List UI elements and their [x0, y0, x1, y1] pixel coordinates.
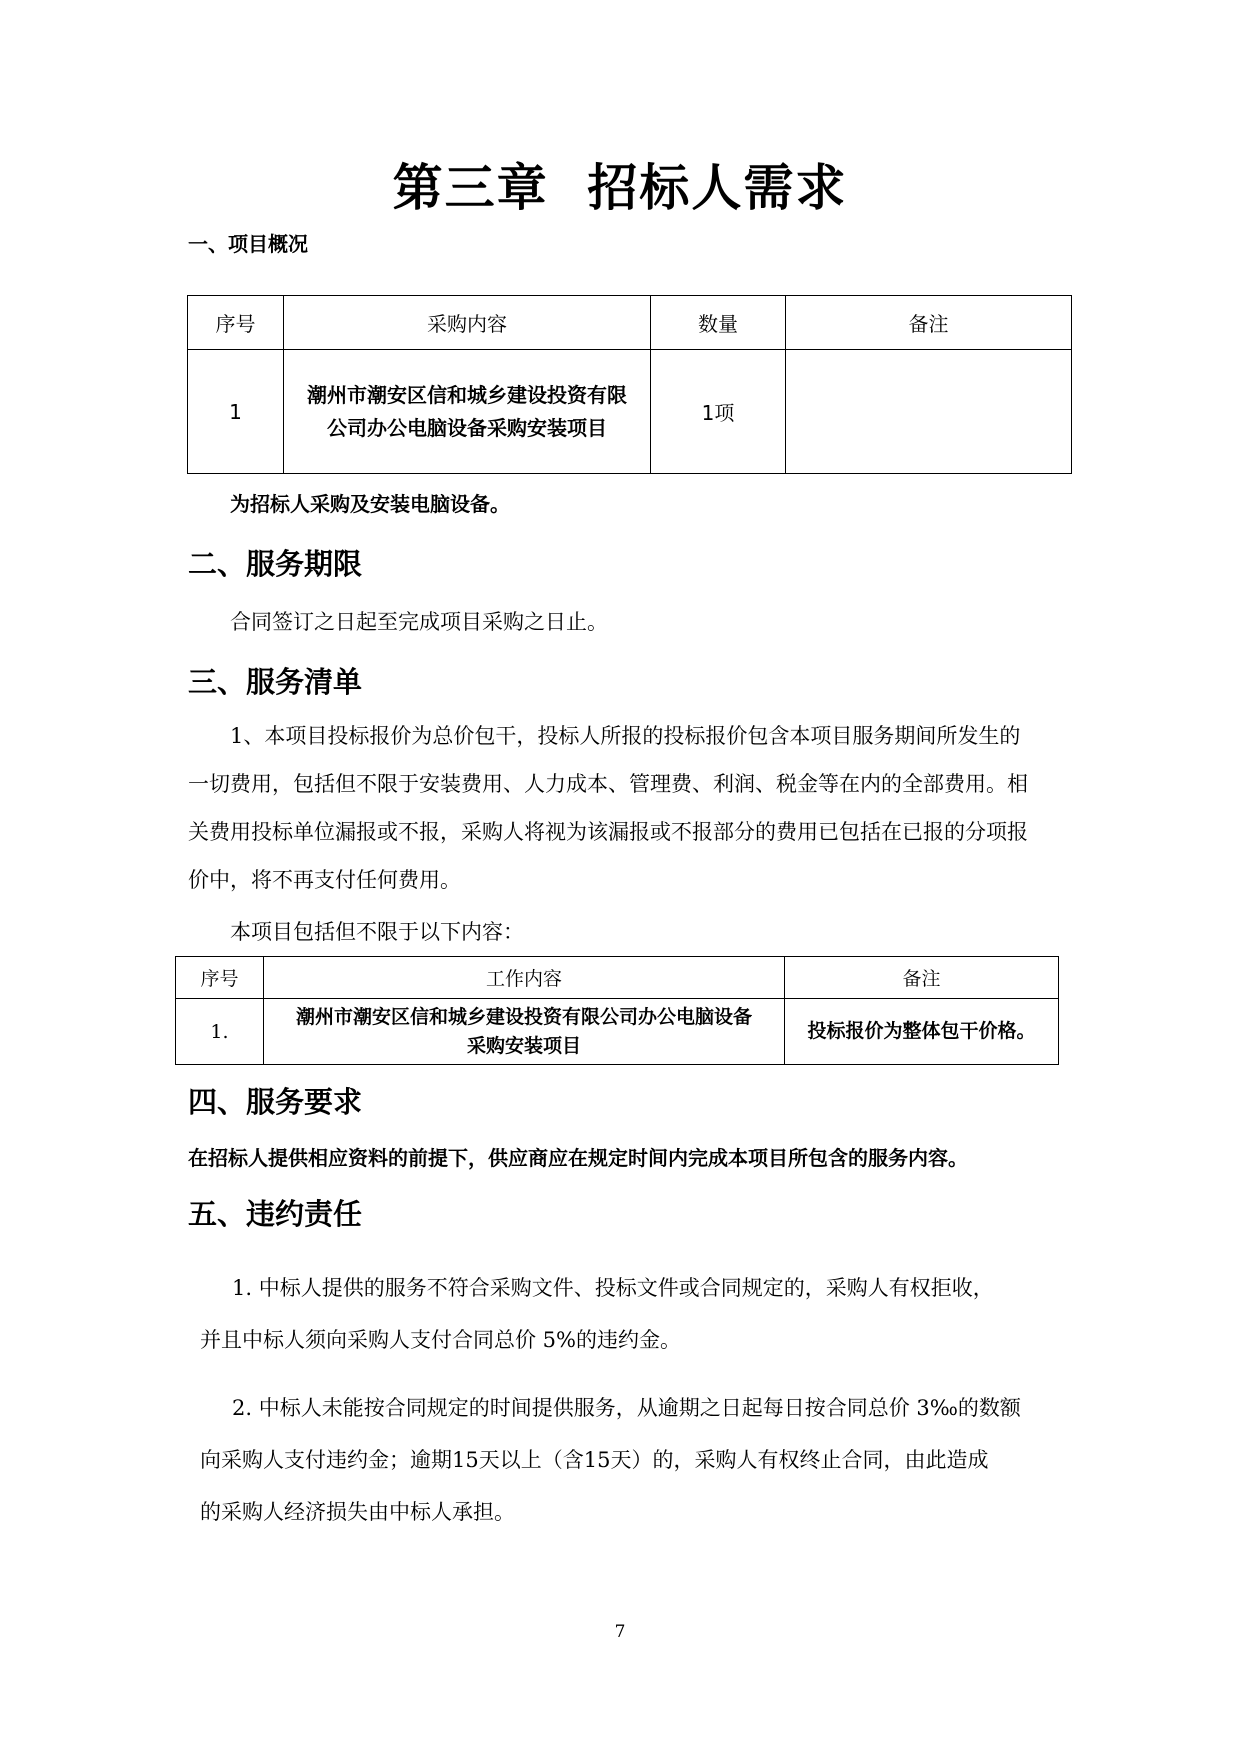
section1-note: 为招标人采购及安装电脑设备。 [230, 492, 510, 516]
cell-content-line1: 潮州市潮安区信和城乡建设投资有限 [307, 382, 627, 407]
cell-content [284, 350, 651, 474]
section1-heading: 一、项目概况 [188, 232, 308, 256]
header-cell-note: 备注 [785, 957, 1059, 999]
page-title: 第三章 招标人需求 [392, 159, 848, 217]
table-row [188, 350, 1072, 474]
table-row [176, 999, 1059, 1065]
item-line: 2. 中标人未能按合同规定的时间提供服务，从逾期之日起每日按合同总价 3‰的数额 [232, 1396, 1021, 1420]
para-line: 价中，将不再支付任何费用。 [188, 868, 461, 892]
para-line: 一切费用，包括但不限于安装费用、人力成本、管理费、利润、税金等在内的全部费用。相 [188, 772, 1028, 796]
table-header-row [176, 957, 1059, 999]
item-line: 并且中标人须向采购人支付合同总价 5%的违约金。 [200, 1328, 681, 1352]
section5-item2 [200, 1382, 1070, 1538]
para-line: 关费用投标单位漏报或不报，采购人将视为该漏报或不报部分的费用已包括在已报的分项报 [188, 820, 1028, 844]
header-cell-content: 采购内容 [284, 296, 651, 350]
item-line: 向采购人支付违约金；逾期15天以上（含15天）的，采购人有权终止合同，由此造成 [200, 1448, 989, 1472]
section2-text: 合同签订之日起至完成项目采购之日止。 [230, 610, 608, 634]
cell-no: 1. [176, 999, 264, 1065]
header-cell-note: 备注 [786, 296, 1072, 350]
work-content-table [175, 956, 1059, 1065]
cell-note [786, 350, 1072, 474]
cell-content-line2: 公司办公电脑设备采购安装项目 [327, 415, 607, 440]
header-cell-content: 工作内容 [264, 957, 785, 999]
header-cell-qty: 数量 [651, 296, 786, 350]
cell-note: 投标报价为整体包干价格。 [785, 999, 1059, 1065]
project-overview-table [187, 295, 1072, 474]
cell-content-line2: 采购安装项目 [466, 1034, 581, 1057]
cell-qty: 1项 [651, 350, 786, 474]
item-line: 1. 中标人提供的服务不符合采购文件、投标文件或合同规定的，采购人有权拒收， [232, 1276, 994, 1300]
section2-heading: 二、服务期限 [188, 547, 363, 581]
para-line: 1、本项目投标报价为总价包干，投标人所报的投标报价包含本项目服务期间所发生的 [230, 724, 1021, 748]
item-line: 的采购人经济损失由中标人承担。 [200, 1500, 515, 1524]
page-number: 7 [614, 1622, 626, 1642]
section3-paragraph [188, 712, 1068, 904]
section3-heading: 三、服务清单 [188, 665, 363, 699]
section4-heading: 四、服务要求 [188, 1085, 363, 1119]
cell-content [264, 999, 785, 1065]
section3-intro: 本项目包括但不限于以下内容： [230, 920, 524, 944]
header-cell-no: 序号 [176, 957, 264, 999]
header-cell-no: 序号 [188, 296, 284, 350]
cell-content-line1: 潮州市潮安区信和城乡建设投资有限公司办公电脑设备 [295, 1005, 752, 1028]
cell-no: 1 [188, 350, 284, 474]
section4-text: 在招标人提供相应资料的前提下，供应商应在规定时间内完成本项目所包含的服务内容。 [188, 1146, 968, 1170]
section5-item1 [200, 1262, 1070, 1366]
section5-heading: 五、违约责任 [188, 1197, 363, 1231]
table-header-row [188, 296, 1072, 350]
